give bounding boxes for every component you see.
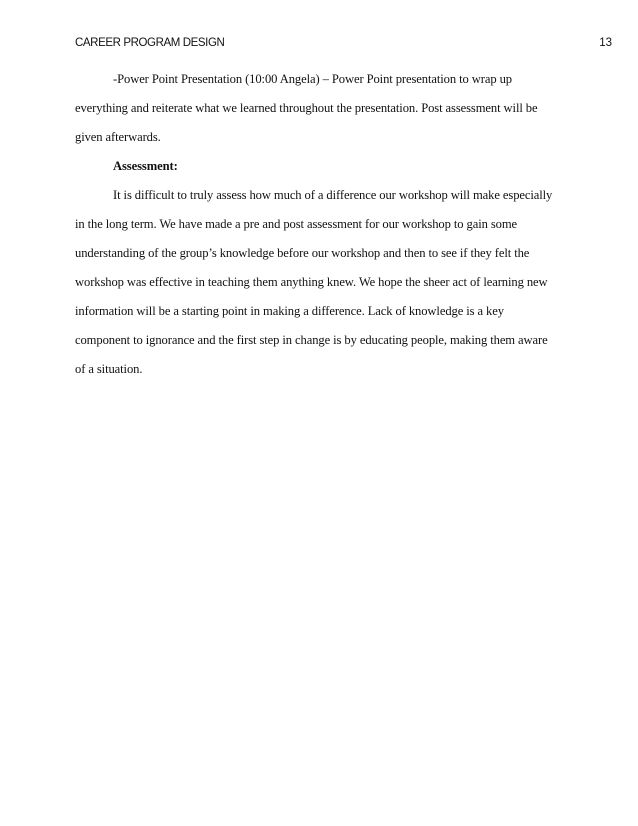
page-number: 13 (599, 37, 612, 49)
assessment-paragraph: It is difficult to truly assess how much of a difference our workshop will make especially in the long term. We have made a pre and post assessment for our workshop to gain some understanding of the group’s knowledge before our workshop and then to see if they felt the workshop was effective in teaching them anything knew. We hope the sheer act of learning new information will be a starting point in making a difference. Lack of knowledge is a key component to ignorance and the first step in change is by educating people, making them aware of a situation. (75, 188, 553, 376)
running-head: CAREER PROGRAM DESIGN (75, 37, 225, 49)
section-heading: Assessment: (113, 159, 178, 173)
presentation-paragraph: -Power Point Presentation (10:00 Angela) – Power Point presentation to wrap up everything and reiterate what we learned throughout the presentation. Post assessment will be given afterwards. (75, 72, 538, 144)
body-text (75, 65, 555, 384)
